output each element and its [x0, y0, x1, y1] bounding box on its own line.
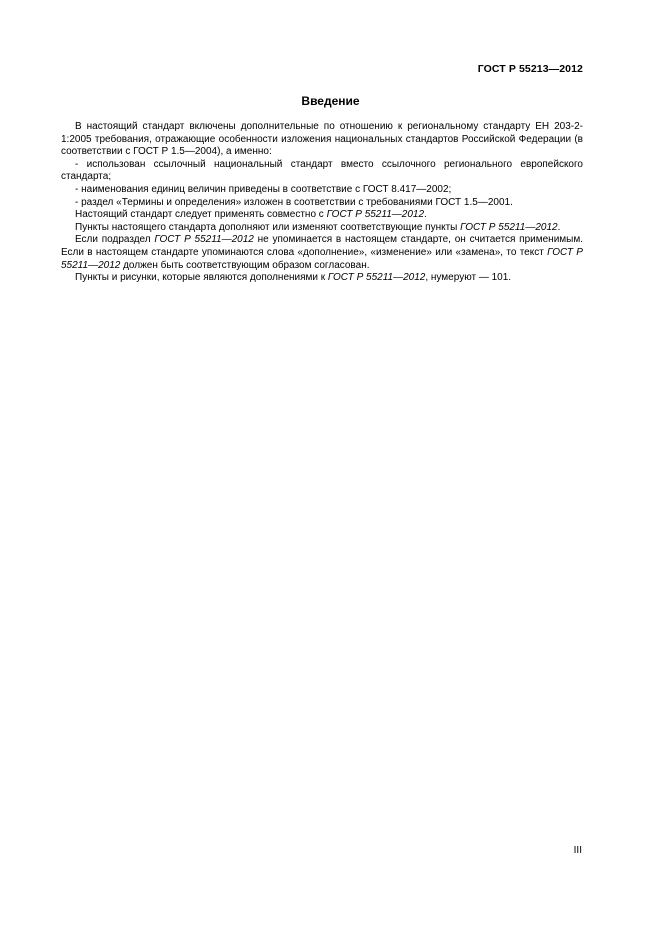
document-number-header: ГОСТ Р 55213—2012	[477, 63, 583, 75]
list-item-terms-section: - раздел «Термины и определения» изложен в соответствии с требованиями ГОСТ 1.5—2001.	[75, 196, 513, 208]
paragraph-intro: В настоящий стандарт включены дополнительные по отношению к региональному стандарту ЕН 203-2-1:2005 требования, отражающие особенности изложения национальных стандартов Российской Федерации (в соответствии с ГОСТ Р 1.5—2004), а именно:	[61, 121, 583, 158]
list-item-units: - наименования единиц величин приведены в соответствие с ГОСТ 8.417—2002;	[75, 183, 452, 195]
paragraph-clauses: Пункты настоящего стандарта дополняют или изменяют соответствующие пункты ГОСТ Р 55211—2012.	[75, 221, 561, 233]
standard-reference: ГОСТ Р 55211—2012	[327, 272, 426, 284]
page-number: III	[573, 845, 582, 856]
standard-reference: ГОСТ Р 55211—2012	[326, 209, 424, 221]
paragraph-numbering: Пункты и рисунки, которые являются дополнениями к ГОСТ Р 55211—2012, нумеруют — 101.	[75, 272, 512, 284]
body-text	[61, 121, 583, 285]
section-title: Введение	[301, 94, 360, 108]
list-item-reference-standard: - использован ссылочный национальный стандарт вместо ссылочного регионального европейского стандарта;	[61, 158, 583, 183]
standard-reference: ГОСТ Р 55211—2012	[154, 234, 254, 246]
standard-reference: ГОСТ Р 55211—2012	[61, 246, 583, 271]
paragraph-apply-together: Настоящий стандарт следует применять совместно с ГОСТ Р 55211—2012.	[75, 209, 427, 221]
paragraph-subsections: Если подраздел ГОСТ Р 55211—2012 не упоминается в настоящем стандарте, он считается применимым. Если в настоящем стандарте упоминаются слова «дополнение», «изменение» или «замена», то текст ГОСТ Р 55211—2012 должен быть соответствующим образом согласован.	[61, 234, 583, 271]
standard-reference: ГОСТ Р 55211—2012	[460, 221, 558, 233]
